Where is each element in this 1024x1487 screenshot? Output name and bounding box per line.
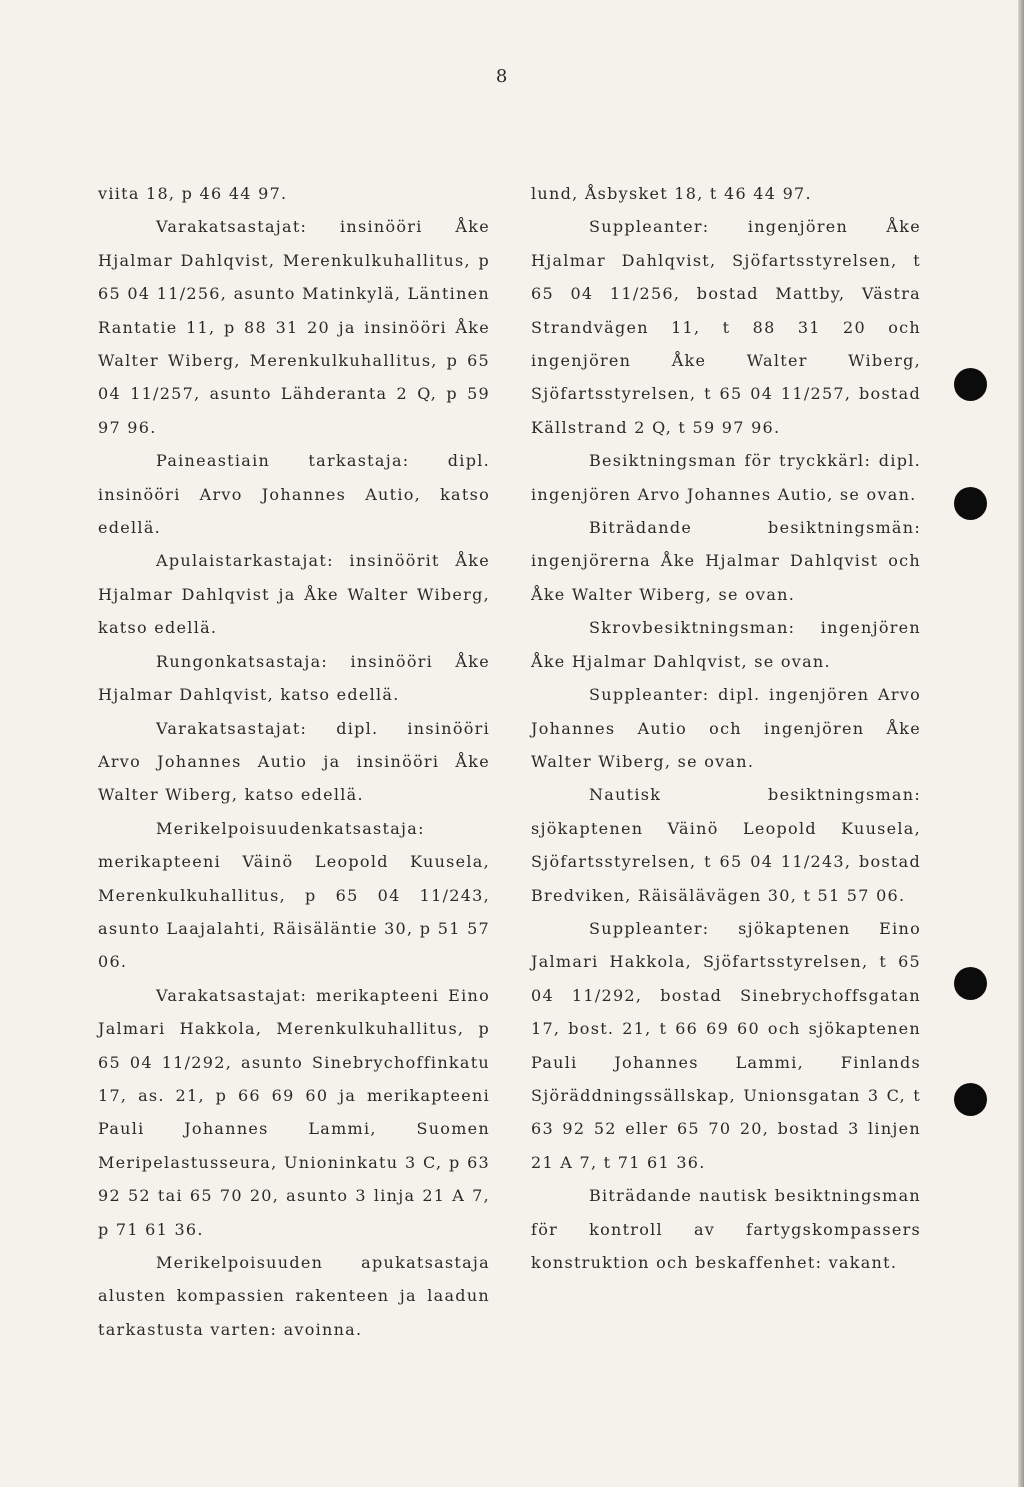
left-paragraph-7: Merikelpoisuudenkatsastaja: merikapteeni Väinö Leopold Kuusela, Merenkulkuhallitus, p 65 04 11/243, asunto Laajalahti, Räisäläntie 30, p 51 57 06. <box>98 818 490 972</box>
left-paragraph-8: Varakatsastajat: merikapteeni Eino Jalmari Hakkola, Merenkulkuhallitus, p 65 04 11/292, asunto Sinebrychoffinkatu 17, as. 21, p 66 69 60 ja merikapteeni Pauli Johannes Lammi, Suomen Meripelastusseura, Unioninkatu 3 C, p 63 92 52 tai 65 70 20, asunto 3 linja 21 A 7, p 71 61 36. <box>98 985 490 1239</box>
binder-hole-4 <box>954 1083 987 1116</box>
left-paragraph-5: Rungonkatsastaja: insinööri Åke Hjalmar Dahlqvist, katso edellä. <box>98 651 490 705</box>
right-paragraph-3: Besiktningsman för tryckkärl: dipl. ingenjören Arvo Johannes Autio, se ovan. <box>531 451 921 504</box>
right-paragraph-1: lund, Åsbysket 18, t 46 44 97. <box>531 184 812 203</box>
right-column <box>531 177 921 1279</box>
left-paragraph-6: Varakatsastajat: dipl. insinööri Arvo Johannes Autio ja insinööri Åke Walter Wiberg, katso edellä. <box>98 718 490 805</box>
right-paragraph-5: Skrovbesiktningsman: ingenjören Åke Hjalmar Dahlqvist, se ovan. <box>531 618 921 671</box>
page-edge <box>1018 0 1024 1487</box>
left-paragraph-9: Merikelpoisuuden apukatsastaja alusten kompassien rakenteen ja laadun tarkastusta varten: avoinna. <box>98 1253 490 1339</box>
left-paragraph-3: Paineastiain tarkastaja: dipl. insinööri Arvo Johannes Autio, katso edellä. <box>98 451 490 538</box>
left-column <box>98 177 490 1346</box>
left-paragraph-4: Apulaistarkastajat: insinöörit Åke Hjalmar Dahlqvist ja Åke Walter Wiberg, katso edellä. <box>98 551 490 638</box>
page-number: 8 <box>495 66 509 87</box>
right-paragraph-6: Suppleanter: dipl. ingenjören Arvo Johannes Autio och ingenjören Åke Walter Wiberg, se ovan. <box>531 685 921 771</box>
right-paragraph-4: Biträdande besiktningsmän: ingenjörerna Åke Hjalmar Dahlqvist och Åke Walter Wiberg, se ovan. <box>531 518 921 604</box>
left-paragraph-2: Varakatsastajat: insinööri Åke Hjalmar Dahlqvist, Merenkulkuhallitus, p 65 04 11/256, asunto Matinkylä, Läntinen Rantatie 11, p 88 31 20 ja insinööri Åke Walter Wiberg, Merenkulkuhallitus, p 65 04 11/257, asunto Lähderanta 2 Q, p 59 97 96. <box>98 217 490 437</box>
right-paragraph-9: Biträdande nautisk besiktningsman för kontroll av fartygskompassers konstruktion och beskaffenhet: vakant. <box>531 1186 921 1272</box>
left-paragraph-1: viita 18, p 46 44 97. <box>98 184 288 203</box>
binder-hole-1 <box>954 368 987 401</box>
binder-hole-2 <box>954 487 987 520</box>
binder-hole-3 <box>954 967 987 1000</box>
right-paragraph-2: Suppleanter: ingenjören Åke Hjalmar Dahlqvist, Sjöfartsstyrelsen, t 65 04 11/256, bostad Mattby, Västra Strandvägen 11, t 88 31 20 och ingenjören Åke Walter Wiberg, Sjöfartsstyrelsen, t 65 04 11/257, bostad Källstrand 2 Q, t 59 97 96. <box>531 217 921 437</box>
right-paragraph-8: Suppleanter: sjökaptenen Eino Jalmari Hakkola, Sjöfartsstyrelsen, t 65 04 11/292, bostad Sinebrychoffsgatan 17, bost. 21, t 66 69 60 och sjökaptenen Pauli Johannes Lammi, Finlands Sjöräddningssällskap, Unionsgatan 3 C, t 63 92 52 eller 65 70 20, bostad 3 linjen 21 A 7, t 71 61 36. <box>531 918 921 1172</box>
right-paragraph-7: Nautisk besiktningsman: sjökaptenen Väinö Leopold Kuusela, Sjöfartsstyrelsen, t 65 04 11/243, bostad Bredviken, Räisälävägen 30, t 51 57 06. <box>531 785 921 905</box>
